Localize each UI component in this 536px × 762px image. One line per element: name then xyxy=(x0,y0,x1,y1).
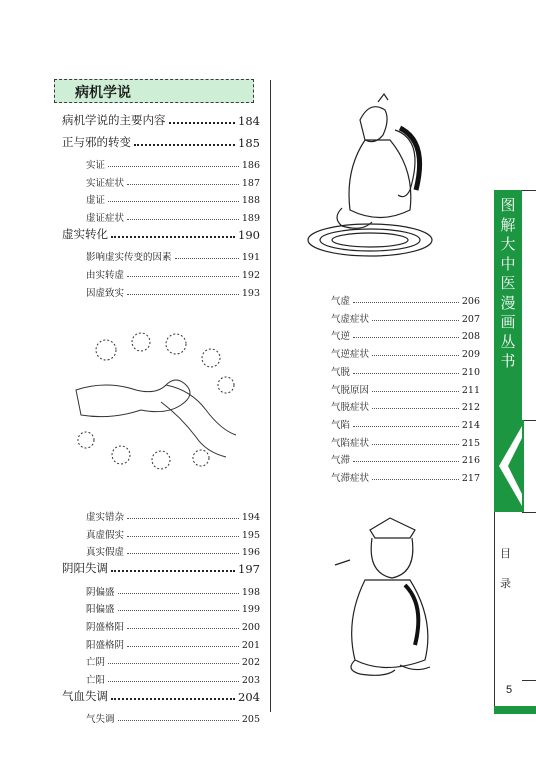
toc-entry-page: 201 xyxy=(241,639,260,651)
toc-entry-title: 病机学说的主要内容 xyxy=(62,113,166,127)
dot-leader xyxy=(169,122,236,124)
dot-leader xyxy=(175,258,239,259)
column-divider xyxy=(270,80,271,712)
toc-entry-title: 气虚 xyxy=(331,296,351,307)
toc-entry-page: 214 xyxy=(461,419,480,431)
toc-entry-page: 203 xyxy=(241,675,260,687)
toc-entry-page: 216 xyxy=(461,455,480,467)
seated-scholar-illustration xyxy=(300,90,470,265)
dot-leader xyxy=(108,166,239,167)
dot-leader xyxy=(108,681,239,682)
dot-leader xyxy=(353,337,459,338)
toc-entry-row xyxy=(331,468,480,484)
toc-entry-row xyxy=(86,507,260,523)
toc-entry-title: 实证 xyxy=(86,160,106,171)
toc-entry-title: 实证症状 xyxy=(86,177,125,189)
toc-label-bottom: 录 xyxy=(500,577,511,590)
toc-entry-title: 气逆症状 xyxy=(331,349,370,361)
dot-leader xyxy=(372,320,459,321)
toc-entry-row xyxy=(331,415,480,431)
toc-entry-page: 189 xyxy=(241,213,260,225)
toc-entry-page: 191 xyxy=(241,252,260,264)
toc-entry-page: 190 xyxy=(238,227,260,242)
toc-entry-page: 210 xyxy=(461,366,480,378)
chevron-left-icon xyxy=(494,420,524,512)
toc-entry-title: 气脱症状 xyxy=(331,402,370,414)
dot-leader xyxy=(353,302,459,303)
toc-entry-title: 正与邪的转变 xyxy=(62,134,131,149)
toc-entry-row xyxy=(331,380,480,396)
toc-entry-row xyxy=(86,709,260,725)
toc-entry-page: 207 xyxy=(461,313,480,325)
toc-heading-row xyxy=(62,134,260,150)
toc-entry-title: 气陷 xyxy=(331,419,351,431)
toc-entry-row xyxy=(331,344,480,360)
toc-entry-title: 因虚致实 xyxy=(86,287,125,299)
dot-leader xyxy=(111,236,235,238)
toc-entry-title: 阴盛格阳 xyxy=(86,622,125,633)
dot-leader xyxy=(372,391,459,392)
toc-entry-row xyxy=(86,247,260,263)
toc-entry-page: 186 xyxy=(241,160,260,171)
toc-entry-title: 真实假虚 xyxy=(86,547,125,559)
toc-entry-page: 204 xyxy=(238,689,260,704)
series-title: 图 解 大 中 医 漫 画 丛 书 xyxy=(500,196,516,370)
toc-entry-title: 虚证 xyxy=(86,195,106,207)
dot-leader xyxy=(353,426,459,427)
toc-entry-page: 193 xyxy=(241,287,260,299)
toc-entry-page: 192 xyxy=(241,270,260,281)
dot-leader xyxy=(134,144,235,146)
toc-entry-title: 虚实转化 xyxy=(62,226,108,241)
toc-entry-title: 气陷症状 xyxy=(331,437,370,449)
toc-entry-page: 194 xyxy=(241,512,260,523)
dot-leader xyxy=(118,610,239,611)
toc-entry-row xyxy=(86,283,260,299)
dot-leader xyxy=(127,628,239,629)
toc-entry-title: 由实转虚 xyxy=(86,270,125,281)
toc-entry-title: 气脱原因 xyxy=(331,384,370,396)
toc-entry-page: 209 xyxy=(461,349,480,361)
toc-entry-page: 211 xyxy=(461,384,480,396)
toc-entry-row xyxy=(86,652,260,668)
toc-entry-row xyxy=(86,525,260,541)
toc-entry-row xyxy=(86,155,260,171)
toc-entry-page: 197 xyxy=(238,562,260,577)
toc-entry-title: 气滞症状 xyxy=(331,473,370,484)
toc-entry-title: 阴阳失调 xyxy=(62,561,108,576)
toc-entry-row xyxy=(86,582,260,598)
toc-entry-title: 气滞 xyxy=(331,455,351,467)
dot-leader xyxy=(127,294,239,295)
toc-entry-row xyxy=(86,542,260,558)
toc-entry-row xyxy=(331,450,480,466)
toc-heading-row xyxy=(62,226,260,242)
dot-leader xyxy=(111,570,235,572)
toc-entry-row xyxy=(331,326,480,342)
dot-leader xyxy=(372,408,459,409)
toc-entry-row xyxy=(86,190,260,206)
dot-leader xyxy=(127,536,239,537)
dot-leader xyxy=(111,698,235,700)
toc-entry-page: 199 xyxy=(241,604,260,616)
toc-entry-page: 208 xyxy=(461,331,480,343)
toc-label-top: 目 xyxy=(500,547,511,560)
dot-leader xyxy=(118,593,239,594)
sidebar-rule xyxy=(522,512,536,513)
dot-leader xyxy=(372,355,459,356)
toc-entry-page: 187 xyxy=(241,177,260,189)
toc-entry-page: 215 xyxy=(461,437,480,449)
toc-entry-title: 真虚假实 xyxy=(86,529,125,541)
dot-leader xyxy=(353,373,459,374)
toc-entry-title: 气失调 xyxy=(86,714,115,726)
toc-entry-row xyxy=(331,291,480,307)
toc-entry-page: 184 xyxy=(238,114,260,128)
toc-entry-row xyxy=(331,362,480,378)
dot-leader xyxy=(127,219,239,220)
dot-leader xyxy=(127,518,239,519)
toc-entry-page: 196 xyxy=(241,547,260,559)
sidebar-rule xyxy=(522,190,536,191)
page-number: 5 xyxy=(505,684,513,696)
toc-entry-row xyxy=(331,309,480,325)
bottom-accent-bar xyxy=(494,706,536,714)
toc-entry-title: 气脱 xyxy=(331,366,351,378)
toc-heading-row xyxy=(62,688,260,704)
toc-entry-page: 217 xyxy=(461,473,480,484)
dot-leader xyxy=(118,720,239,721)
toc-entry-row xyxy=(86,670,260,686)
toc-entry-page: 212 xyxy=(461,402,480,414)
sidebar-rule xyxy=(522,680,536,681)
toc-entry-title: 影响虚实传变的因素 xyxy=(86,252,172,264)
toc-entry-row xyxy=(86,208,260,224)
dot-leader xyxy=(108,663,239,664)
toc-entry-title: 阳偏盛 xyxy=(86,604,115,616)
dot-leader xyxy=(127,646,239,647)
arm-wrestling-illustration xyxy=(66,330,248,480)
toc-entry-row xyxy=(86,617,260,633)
toc-entry-title: 气血失调 xyxy=(62,688,108,703)
toc-entry-row xyxy=(331,433,480,449)
official-figure-illustration xyxy=(330,510,450,680)
dot-leader xyxy=(353,461,459,462)
toc-entry-title: 亡阴 xyxy=(86,657,106,669)
dot-leader xyxy=(372,479,459,480)
toc-entry-row xyxy=(86,173,260,189)
toc-entry-page: 188 xyxy=(241,195,260,207)
section-title: 病机学说 xyxy=(75,85,131,101)
section-header xyxy=(54,79,254,103)
toc-entry-row xyxy=(86,265,260,281)
toc-entry-page: 195 xyxy=(241,529,260,541)
toc-entry-title: 亡阳 xyxy=(86,675,106,687)
toc-entry-page: 200 xyxy=(241,622,260,633)
toc-entry-title: 气逆 xyxy=(331,331,351,343)
toc-entry-title: 阴偏盛 xyxy=(86,586,115,598)
toc-entry-page: 198 xyxy=(241,586,260,598)
toc-entry-page: 185 xyxy=(238,135,260,150)
sidebar-rule xyxy=(522,420,536,421)
toc-entry-page: 205 xyxy=(241,714,260,726)
toc-entry-row xyxy=(86,599,260,615)
toc-entry-title: 虚实错杂 xyxy=(86,512,125,523)
toc-heading-row xyxy=(62,560,260,576)
dot-leader xyxy=(108,201,239,202)
toc-entry-title: 阳盛格阴 xyxy=(86,639,125,651)
toc-entry-title: 气虚症状 xyxy=(331,313,370,325)
dot-leader xyxy=(372,444,459,445)
dot-leader xyxy=(127,184,239,185)
toc-entry-row xyxy=(331,397,480,413)
toc-entry-title: 虚证症状 xyxy=(86,213,125,225)
toc-entry-page: 206 xyxy=(461,296,480,307)
toc-heading-row xyxy=(62,112,260,128)
dot-leader xyxy=(127,276,239,277)
dot-leader xyxy=(127,553,239,554)
toc-entry-page: 202 xyxy=(241,657,260,669)
toc-entry-row xyxy=(86,635,260,651)
